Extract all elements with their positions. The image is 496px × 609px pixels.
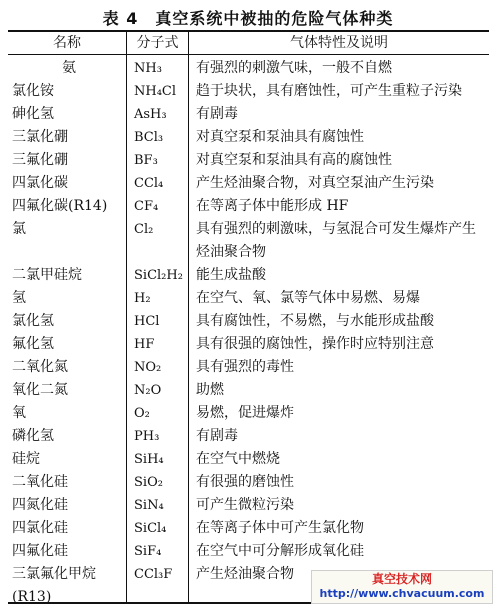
gas-name: 四氟化硅	[12, 543, 68, 559]
table-row	[8, 379, 489, 402]
gas-description: 对真空泵和泵油具有腐蚀性	[196, 129, 364, 145]
gas-formula: CCl₃F	[134, 567, 173, 582]
gas-name: 氯	[12, 221, 26, 237]
gas-name: 氧化二氮	[12, 382, 68, 398]
table-row	[8, 264, 489, 287]
table-row	[8, 172, 489, 195]
gas-description: 能生成盐酸	[196, 267, 266, 283]
gas-description: 在等离子体中能形成 HF	[196, 198, 349, 214]
gas-description: 具有强烈的毒性	[196, 359, 294, 375]
header-rule	[8, 54, 489, 55]
gas-name: 三氯化硼	[12, 129, 68, 145]
table-row	[8, 402, 489, 425]
gas-formula: NH₄Cl	[134, 84, 177, 99]
gas-name: 四氯化硅	[12, 520, 68, 536]
gas-name: 四氮化硅	[12, 497, 68, 513]
gas-formula: SiH₄	[134, 452, 164, 467]
gas-formula: Cl₂	[134, 222, 154, 237]
gas-description: 有剧毒	[196, 428, 238, 444]
gas-formula: O₂	[134, 406, 150, 421]
table-row	[8, 126, 489, 149]
gas-name: 硅烷	[12, 451, 40, 467]
table-row	[8, 494, 489, 517]
gas-formula: BF₃	[134, 153, 158, 168]
gas-description: 易燃，促进爆炸	[196, 405, 294, 421]
gas-name: 三氟化硼	[12, 152, 68, 168]
gas-description: 在空气中燃烧	[196, 451, 280, 467]
gas-name: 二氯甲硅烷	[12, 267, 82, 283]
table-title: 表 4 真空系统中被抽的危险气体种类	[102, 9, 394, 28]
table-row	[8, 80, 489, 103]
gas-name: 磷化氢	[12, 428, 54, 444]
table-row	[8, 333, 489, 356]
gas-formula: NH₃	[134, 61, 162, 76]
table-row	[8, 471, 489, 494]
table-row	[8, 287, 489, 310]
gas-name: 氟化氢	[12, 336, 54, 352]
gas-name: 氯化铵	[12, 83, 54, 99]
top-rule	[8, 30, 489, 32]
gas-name: 三氯氟化甲烷(R13)	[12, 566, 96, 605]
header-description: 气体特性及说明	[290, 35, 388, 51]
gas-description: 产生烃油聚合物，对真空泵油产生污染	[196, 175, 434, 191]
table-row	[8, 448, 489, 471]
table-body	[8, 57, 489, 609]
header-formula: 分子式	[136, 35, 179, 51]
gas-name: 四氯化碳	[12, 175, 68, 191]
gas-formula: SiF₄	[134, 544, 162, 559]
gas-formula: SiCl₄	[134, 521, 167, 536]
gas-description: 助燃	[196, 382, 224, 398]
gas-description: 有剧毒	[196, 106, 238, 122]
watermark-url[interactable]: http://www.chvacuum.com	[319, 587, 485, 600]
gas-formula: N₂O	[134, 383, 162, 398]
gas-formula: HF	[134, 337, 155, 352]
gas-name: 二氧化硅	[12, 474, 68, 490]
gas-description: 趋于块状，具有磨蚀性，可产生重粒子污染	[196, 83, 462, 99]
table-row	[8, 540, 489, 563]
gas-description: 具有强烈的刺激味，与氢混合可发生爆炸产生烃油聚合物	[196, 221, 476, 260]
gas-formula: SiN₄	[134, 498, 164, 513]
gas-description: 产生烃油聚合物	[196, 566, 294, 582]
table-row	[8, 310, 489, 333]
gas-description: 可产生微粒污染	[196, 497, 294, 513]
gas-formula: SiCl₂H₂	[134, 268, 183, 283]
gas-description: 在空气中可分解形成氧化硅	[196, 543, 364, 559]
gas-formula: H₂	[134, 291, 151, 306]
gas-formula: AsH₃	[134, 107, 167, 122]
gas-formula: SiO₂	[134, 475, 163, 490]
table-row	[8, 57, 489, 80]
gas-description: 有很强的磨蚀性	[196, 474, 294, 490]
watermark-site-name: 真空技术网	[371, 572, 432, 586]
gas-name: 砷化氢	[12, 106, 54, 122]
gas-name: 氨	[62, 60, 76, 76]
gas-formula: BCl₃	[134, 130, 164, 145]
gas-formula: HCl	[134, 314, 160, 329]
site-watermark[interactable]	[311, 570, 493, 604]
gas-description: 在等离子体中可产生氯化物	[196, 520, 364, 536]
gas-description: 对真空泵和泵油具有高的腐蚀性	[196, 152, 392, 168]
table-row	[8, 103, 489, 126]
gas-formula: CF₄	[134, 199, 159, 214]
header-name: 名称	[53, 35, 81, 51]
gas-description: 有强烈的刺激气味，一般不自燃	[196, 60, 392, 76]
gas-name: 二氧化氮	[12, 359, 68, 375]
table-row	[8, 195, 489, 218]
gas-name: 氧	[12, 405, 26, 421]
gas-formula: PH₃	[134, 429, 160, 444]
table-row	[8, 218, 489, 264]
table-row	[8, 517, 489, 540]
gas-description: 具有腐蚀性，不易燃，与水能形成盐酸	[196, 313, 434, 329]
table-row	[8, 149, 489, 172]
table-row	[8, 356, 489, 379]
gas-description: 具有很强的腐蚀性，操作时应特别注意	[196, 336, 434, 352]
gas-formula: NO₂	[134, 360, 162, 375]
table-row	[8, 425, 489, 448]
gas-name: 四氟化碳(R14)	[12, 198, 108, 214]
gas-name: 氢	[12, 290, 26, 306]
gas-name: 氯化氢	[12, 313, 54, 329]
gas-description: 在空气、氧、氯等气体中易燃、易爆	[196, 290, 420, 306]
gas-formula: CCl₄	[134, 176, 164, 191]
